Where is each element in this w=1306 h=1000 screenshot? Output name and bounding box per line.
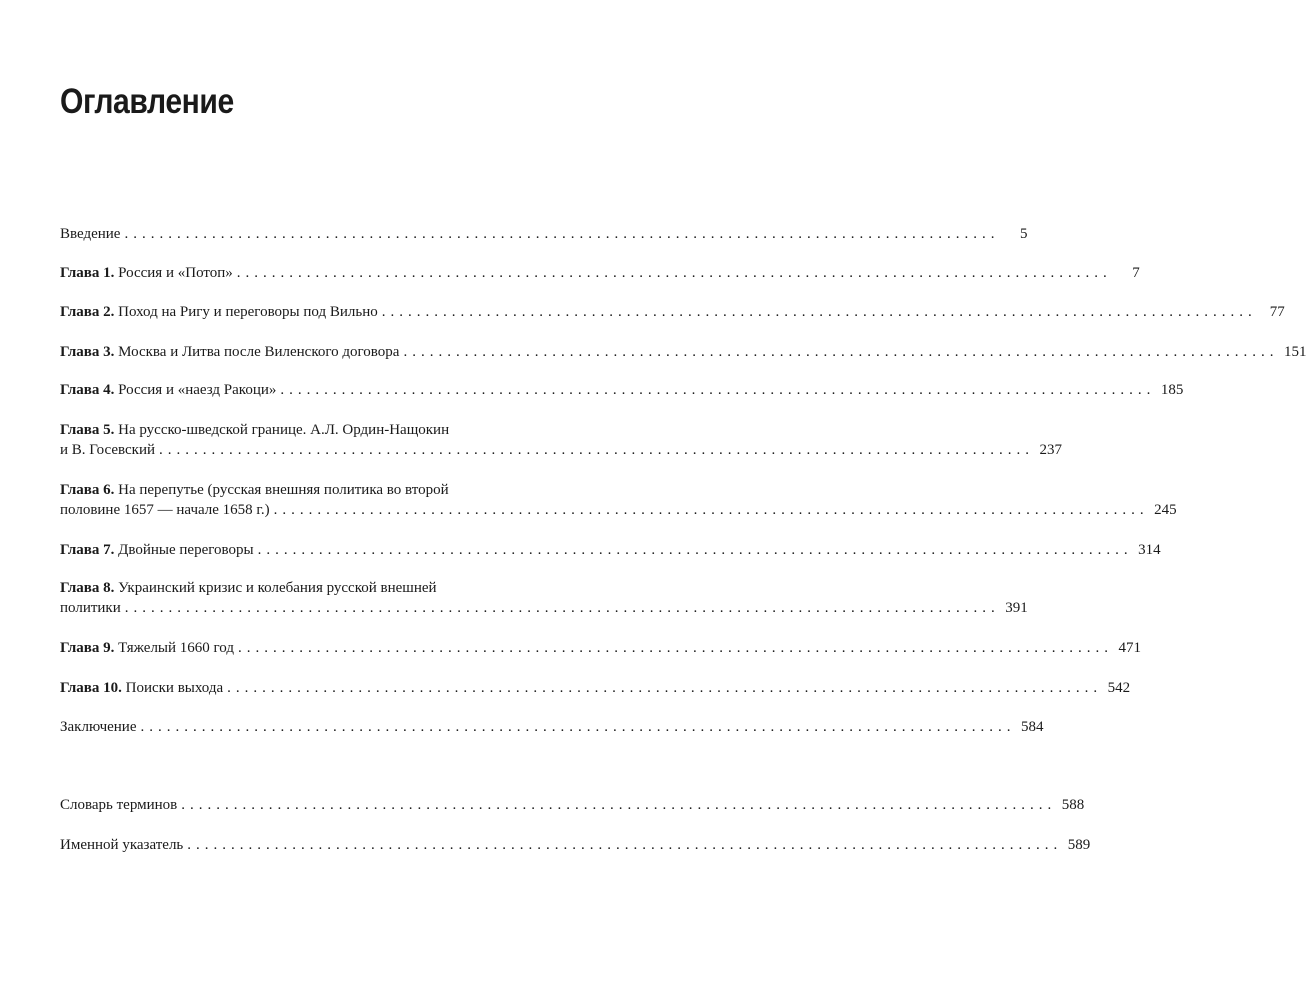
toc-entry-title: Заключение — [60, 719, 137, 735]
toc-entry-title: Украинский кризис и колебания русской внешней — [118, 580, 437, 596]
toc-page-number: 7 — [1132, 265, 1140, 281]
toc-entry-chapter-2[interactable] — [60, 302, 1285, 322]
toc-page-number: 584 — [1021, 719, 1044, 735]
toc-entry-chapter-1[interactable] — [60, 263, 1140, 283]
toc-entry-title: Поход на Ригу и переговоры под Вильно — [118, 304, 378, 320]
toc-page-number: 589 — [1067, 837, 1091, 853]
chapter-number: Глава 6. — [60, 482, 115, 498]
toc-entry-title: Россия и «наезд Ракоци» — [118, 382, 277, 398]
toc-entry-title: На перепутье (русская внешняя политика во второй — [118, 482, 449, 498]
dot-leader: .................................................................................................... — [124, 600, 1000, 616]
toc-entry-title: Россия и «Потоп» — [118, 265, 233, 281]
toc-entry-title: Именной указатель — [60, 837, 184, 853]
toc-entry-chapter-7[interactable] — [60, 540, 1161, 560]
chapter-number: Глава 4. — [60, 382, 115, 398]
dot-leader: .................................................................................................... — [236, 265, 1112, 281]
chapter-number: Глава 7. — [60, 542, 115, 558]
dot-leader: .................................................................................................... — [381, 304, 1257, 320]
dot-leader: .................................................................................................... — [238, 640, 1114, 656]
toc-entry-title-continued: половине 1657 — начале 1658 г.) — [60, 502, 270, 518]
chapter-number: Глава 8. — [60, 580, 115, 596]
toc-entry-title: Двойные переговоры — [118, 542, 254, 558]
toc-entry-chapter-5[interactable] — [60, 420, 1063, 460]
toc-entry-title: Поиски выхода — [125, 680, 224, 696]
chapter-number: Глава 5. — [60, 422, 115, 438]
dot-leader: .................................................................................................... — [159, 442, 1035, 458]
toc-page-number: 5 — [1019, 226, 1028, 242]
toc-page-number: 77 — [1269, 304, 1285, 320]
toc-page-number: 151 — [1283, 344, 1306, 360]
toc-entry-chapter-6[interactable] — [60, 480, 1177, 520]
chapter-number: Глава 2. — [60, 304, 115, 320]
toc-entry-glossary[interactable] — [60, 795, 1085, 815]
dot-leader: .................................................................................................... — [257, 542, 1133, 558]
dot-leader: .................................................................................................... — [140, 719, 1016, 735]
toc-page-number: 314 — [1138, 542, 1161, 558]
page-title: Оглавление — [60, 82, 234, 121]
dot-leader: .................................................................................................... — [227, 680, 1103, 696]
toc-entry-title: Введение — [60, 226, 121, 242]
dot-leader: .................................................................................................... — [280, 382, 1156, 398]
dot-leader: .................................................................................................... — [273, 502, 1149, 518]
toc-entry-title: Москва и Литва после Виленского договора — [118, 344, 400, 360]
toc-page-number: 542 — [1107, 680, 1131, 696]
toc-entry-chapter-9[interactable] — [60, 638, 1142, 658]
toc-page-number: 471 — [1118, 640, 1142, 656]
toc-entry-title-continued: политики — [60, 600, 121, 616]
toc-entry-title: Словарь терминов — [60, 797, 178, 813]
chapter-number: Глава 10. — [60, 680, 122, 696]
toc-page-number: 588 — [1061, 797, 1085, 813]
chapter-number: Глава 3. — [60, 344, 115, 360]
toc-entry-name-index[interactable] — [60, 835, 1091, 855]
toc-page-number: 185 — [1160, 382, 1184, 398]
toc-entry-introduction[interactable] — [60, 224, 1028, 244]
toc-entry-chapter-10[interactable] — [60, 678, 1131, 698]
toc-entry-chapter-4[interactable] — [60, 380, 1184, 400]
toc-page-number: 237 — [1039, 442, 1063, 458]
dot-leader: .................................................................................................... — [403, 344, 1279, 360]
chapter-number: Глава 9. — [60, 640, 115, 656]
toc-entry-chapter-3[interactable] — [60, 342, 1306, 362]
toc-page-number: 245 — [1154, 502, 1177, 518]
toc-entry-chapter-8[interactable] — [60, 578, 1028, 618]
dot-leader: .................................................................................................... — [124, 226, 1000, 242]
toc-page-number: 391 — [1005, 600, 1028, 616]
toc-entry-conclusion[interactable] — [60, 717, 1044, 737]
toc-entry-title: Тяжелый 1660 год — [118, 640, 235, 656]
dot-leader: .................................................................................................... — [181, 797, 1057, 813]
dot-leader: .................................................................................................... — [187, 837, 1063, 853]
chapter-number: Глава 1. — [60, 265, 115, 281]
toc-entry-title-continued: и В. Госевский — [60, 442, 156, 458]
toc-entry-title: На русско-шведской границе. А.Л. Ордин-Нащокин — [118, 422, 450, 438]
